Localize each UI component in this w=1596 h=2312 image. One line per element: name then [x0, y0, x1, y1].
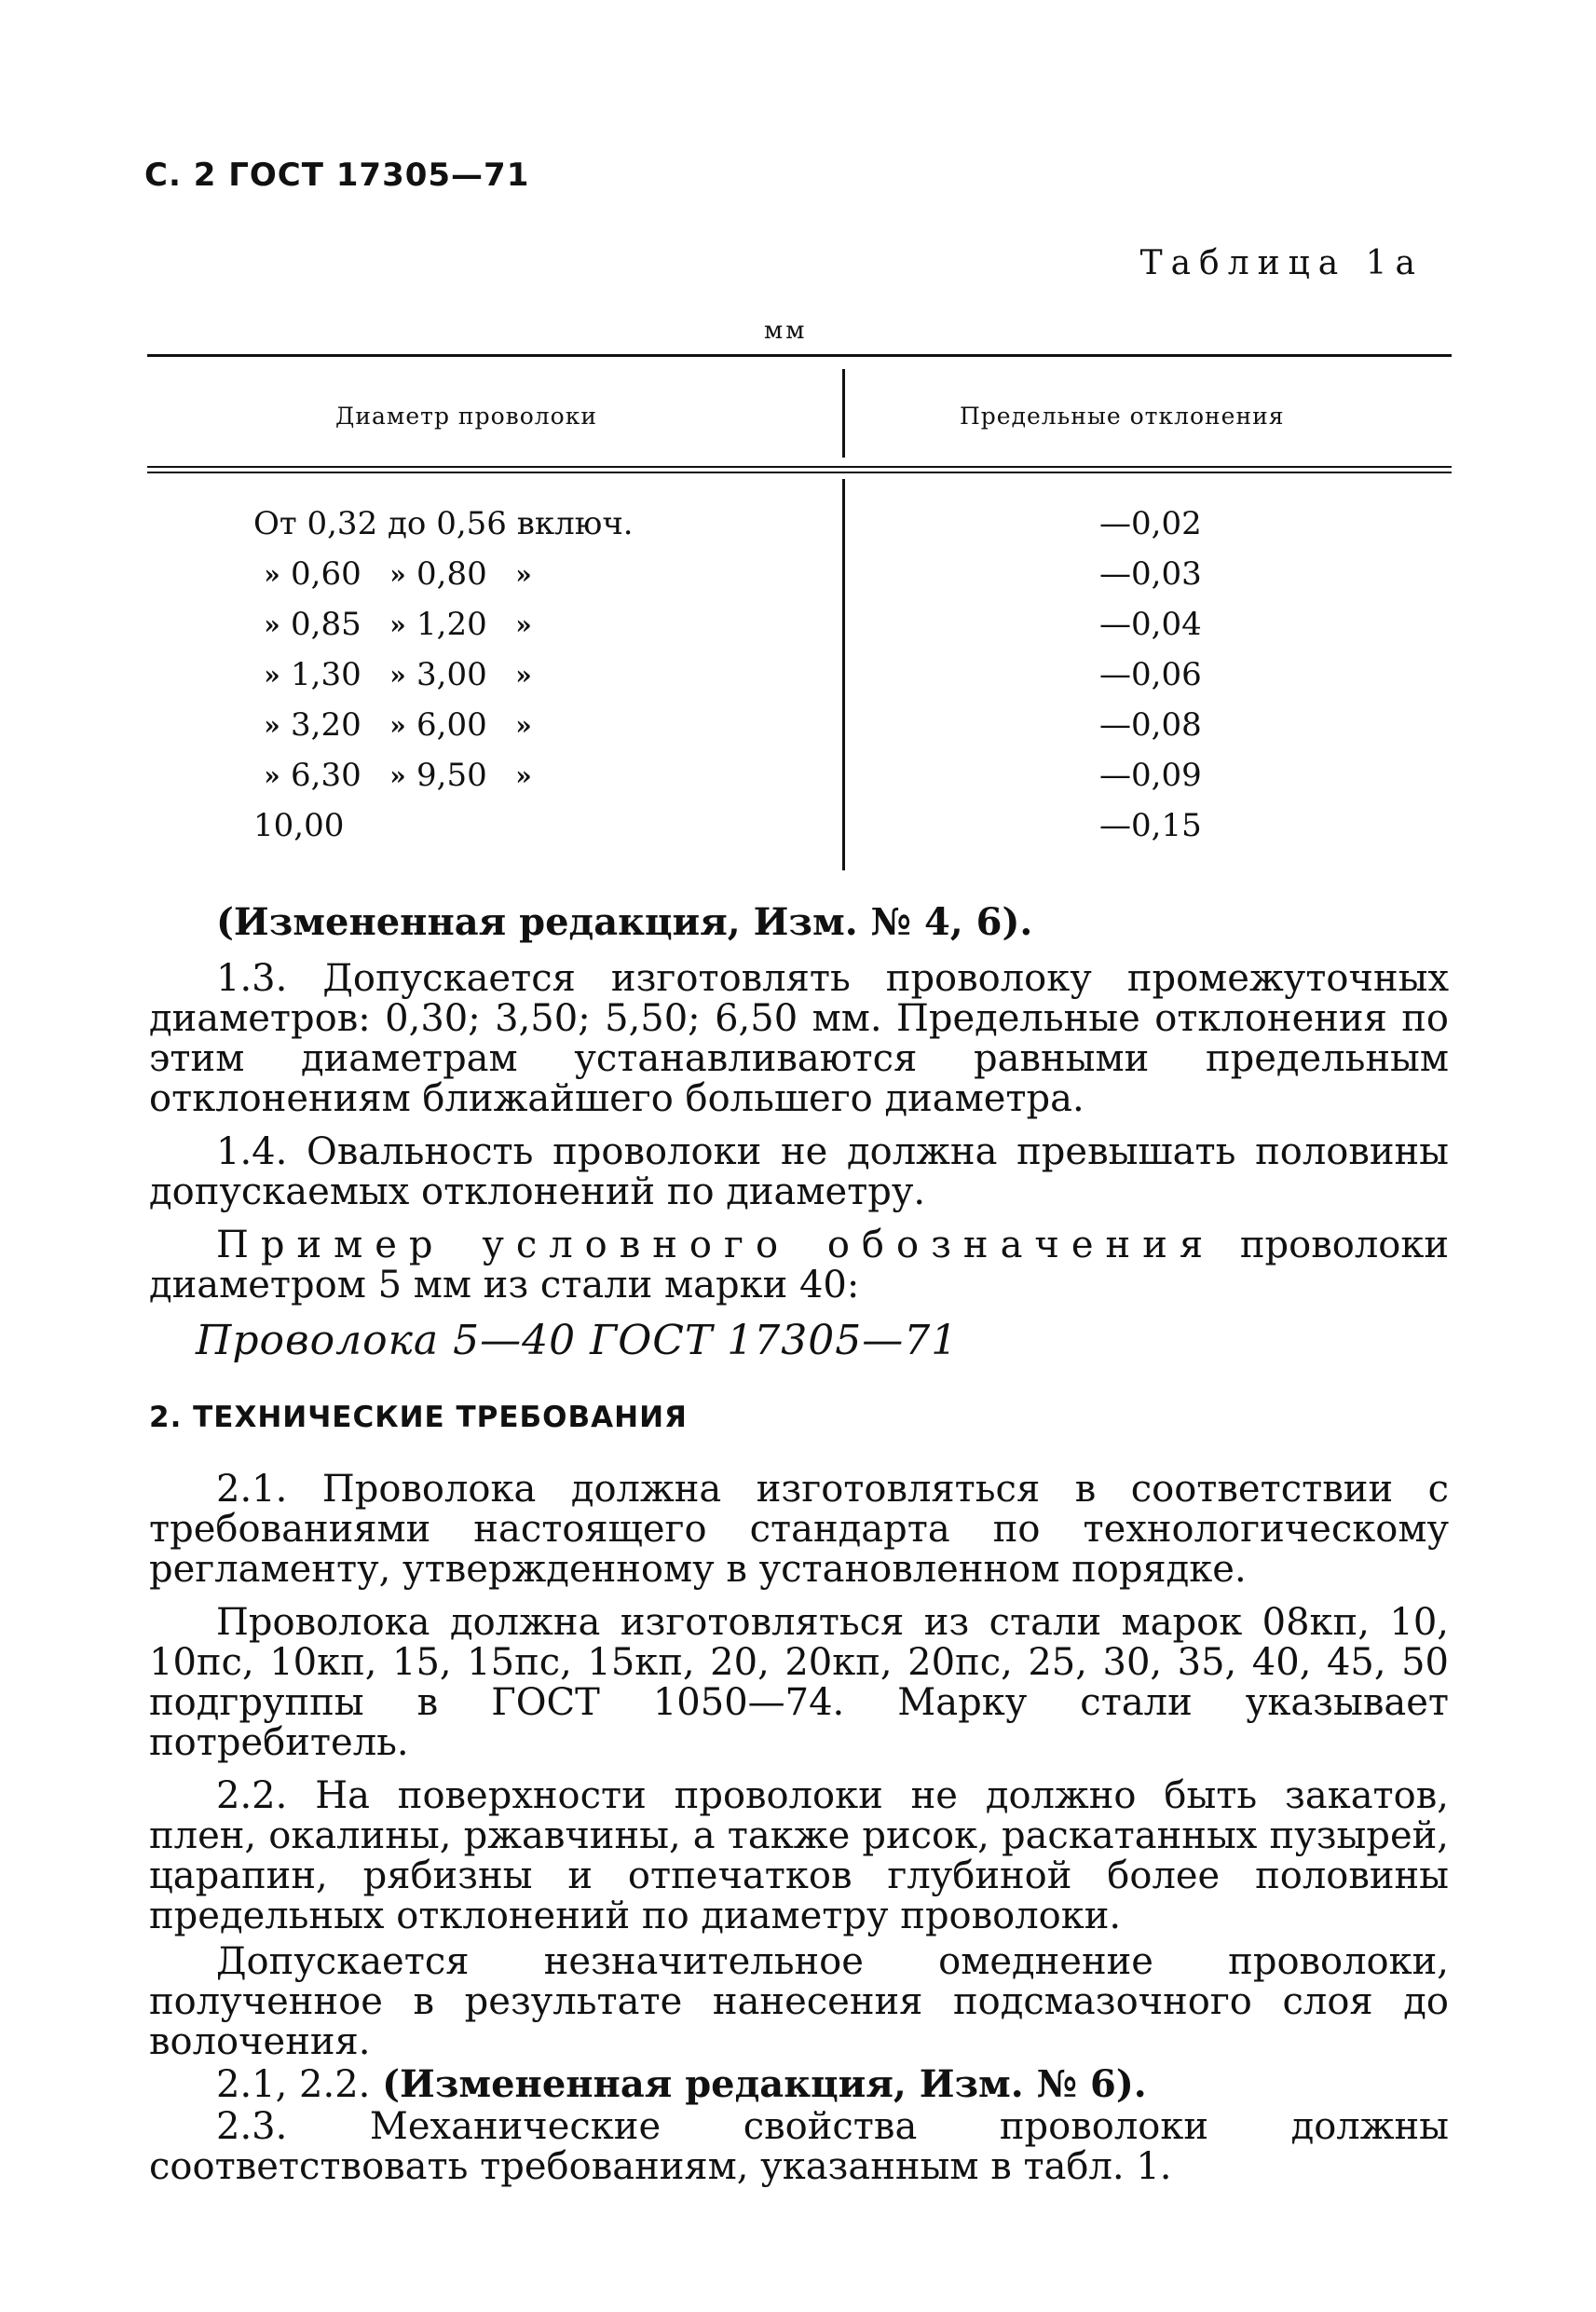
table-label: Таблица 1а	[1139, 244, 1424, 282]
page-header: С. 2 ГОСТ 17305—71	[144, 157, 530, 194]
ditto-mark: »	[389, 659, 406, 691]
diameter-to: 6,00	[416, 706, 487, 744]
clause-2-3: 2.3. Механические свойства проволоки должны соответствовать требованиям, указанным в табл. 1.	[149, 2105, 1449, 2188]
ditto-mark: »	[515, 609, 532, 640]
diameter-to: 9,50	[416, 757, 487, 794]
amendment-clauses: 2.1, 2.2.	[216, 2063, 383, 2106]
diameter-range: От 0,32 до 0,56 включ.	[253, 505, 634, 542]
ditto-mark: »	[389, 709, 406, 741]
table-row	[253, 650, 775, 700]
diameter-from: 0,85	[291, 606, 361, 643]
clause-2-2-copper: Допускается незначительное омеднение проволоки, полученное в результате нанесения подсмазочного слоя до волочения.	[149, 1940, 1449, 2063]
ditto-mark: »	[264, 759, 280, 791]
table-row	[253, 599, 775, 650]
deviation-value: —0,15	[1099, 807, 1202, 844]
table-row	[253, 549, 775, 599]
diameter-to: 3,00	[416, 656, 487, 693]
example-text: проволоки диаметром 5 мм из стали марки 40:	[149, 1224, 1449, 1306]
diameter-from: 6,30	[291, 757, 361, 794]
deviation-value: —0,02	[1099, 505, 1202, 542]
example-label: Пример условного обозначения	[216, 1224, 1216, 1266]
diameter-to: 0,80	[416, 555, 487, 593]
document-body	[149, 902, 1449, 2187]
table-row	[253, 750, 775, 800]
ditto-mark: »	[515, 659, 532, 691]
table-row	[253, 700, 775, 750]
table-row	[253, 499, 775, 549]
ditto-mark: »	[389, 759, 406, 791]
diameter-from: 3,20	[291, 706, 361, 744]
section-title: 2. ТЕХНИЧЕСКИЕ ТРЕБОВАНИЯ	[149, 1401, 688, 1434]
ditto-mark: »	[515, 709, 532, 741]
designation-example-intro	[149, 1225, 1449, 1306]
table-body-divider	[842, 479, 845, 870]
column-header-deviation: Предельные отклонения	[960, 403, 1285, 430]
table-header-rule	[147, 466, 1452, 468]
clause-2-1: 2.1. Проволока должна изготовляться в соответствии с требованиями настоящего стандарта по технологическому регламенту, утвержденному в установленном порядке.	[149, 1468, 1449, 1591]
diameter-to: 1,20	[416, 606, 487, 643]
table-row	[253, 800, 775, 851]
clause-1-4: 1.4. Овальность проволоки не должна превышать половины допускаемых отклонений по диаметру.	[149, 1130, 1449, 1213]
clause-2-1-steel-grades: Проволока должна изготовляться из стали марок 08кп, 10, 10пс, 10кп, 15, 15пс, 15кп, 20, 20кп, 20пс, 25, 30, 35, 40, 45, 50 подгруппы в ГОСТ 1050—74. Марку стали указывает потребитель.	[149, 1601, 1449, 1764]
clause-2-2: 2.2. На поверхности проволоки не должно быть закатов, плен, окалины, ржавчины, а также рисок, раскатанных пузырей, царапин, рябизны и отпечатков глубиной более половины предельных отклонений по диаметру проволоки.	[149, 1774, 1449, 1937]
clause-1-3: 1.3. Допускается изготовлять проволоку промежуточных диаметров: 0,30; 3,50; 5,50; 6,50 мм. Предельные отклонения по этим диаметрам устанавливаются равными предельным отклонениям ближайшего большего диаметра.	[149, 957, 1449, 1120]
designation-example: Проволока 5—40 ГОСТ 17305—71	[196, 1317, 959, 1364]
ditto-mark: »	[264, 558, 280, 590]
amendment-text: (Измененная редакция, Изм. № 6).	[382, 2062, 1147, 2106]
diameter-range: 10,00	[253, 807, 345, 844]
ditto-mark: »	[264, 709, 280, 741]
amendment-note-2	[149, 2064, 1449, 2105]
table-units: мм	[764, 317, 808, 345]
column-header-diameter: Диаметр проволоки	[335, 403, 597, 430]
table-top-rule	[147, 354, 1452, 357]
deviation-value: —0,03	[1099, 555, 1202, 593]
diameter-from: 1,30	[291, 656, 361, 693]
ditto-mark: »	[515, 759, 532, 791]
deviation-value: —0,08	[1099, 706, 1202, 744]
amendment-note: (Измененная редакция, Изм. № 4, 6).	[216, 900, 1033, 944]
table-header-rule	[147, 472, 1452, 473]
ditto-mark: »	[264, 609, 280, 640]
deviation-value: —0,04	[1099, 606, 1202, 643]
deviation-value: —0,06	[1099, 656, 1202, 693]
diameter-from: 0,60	[291, 555, 361, 593]
ditto-mark: »	[389, 558, 406, 590]
deviation-value: —0,09	[1099, 757, 1202, 794]
ditto-mark: »	[389, 609, 406, 640]
ditto-mark: »	[264, 659, 280, 691]
table-header-divider	[842, 369, 845, 458]
ditto-mark: »	[515, 558, 532, 590]
